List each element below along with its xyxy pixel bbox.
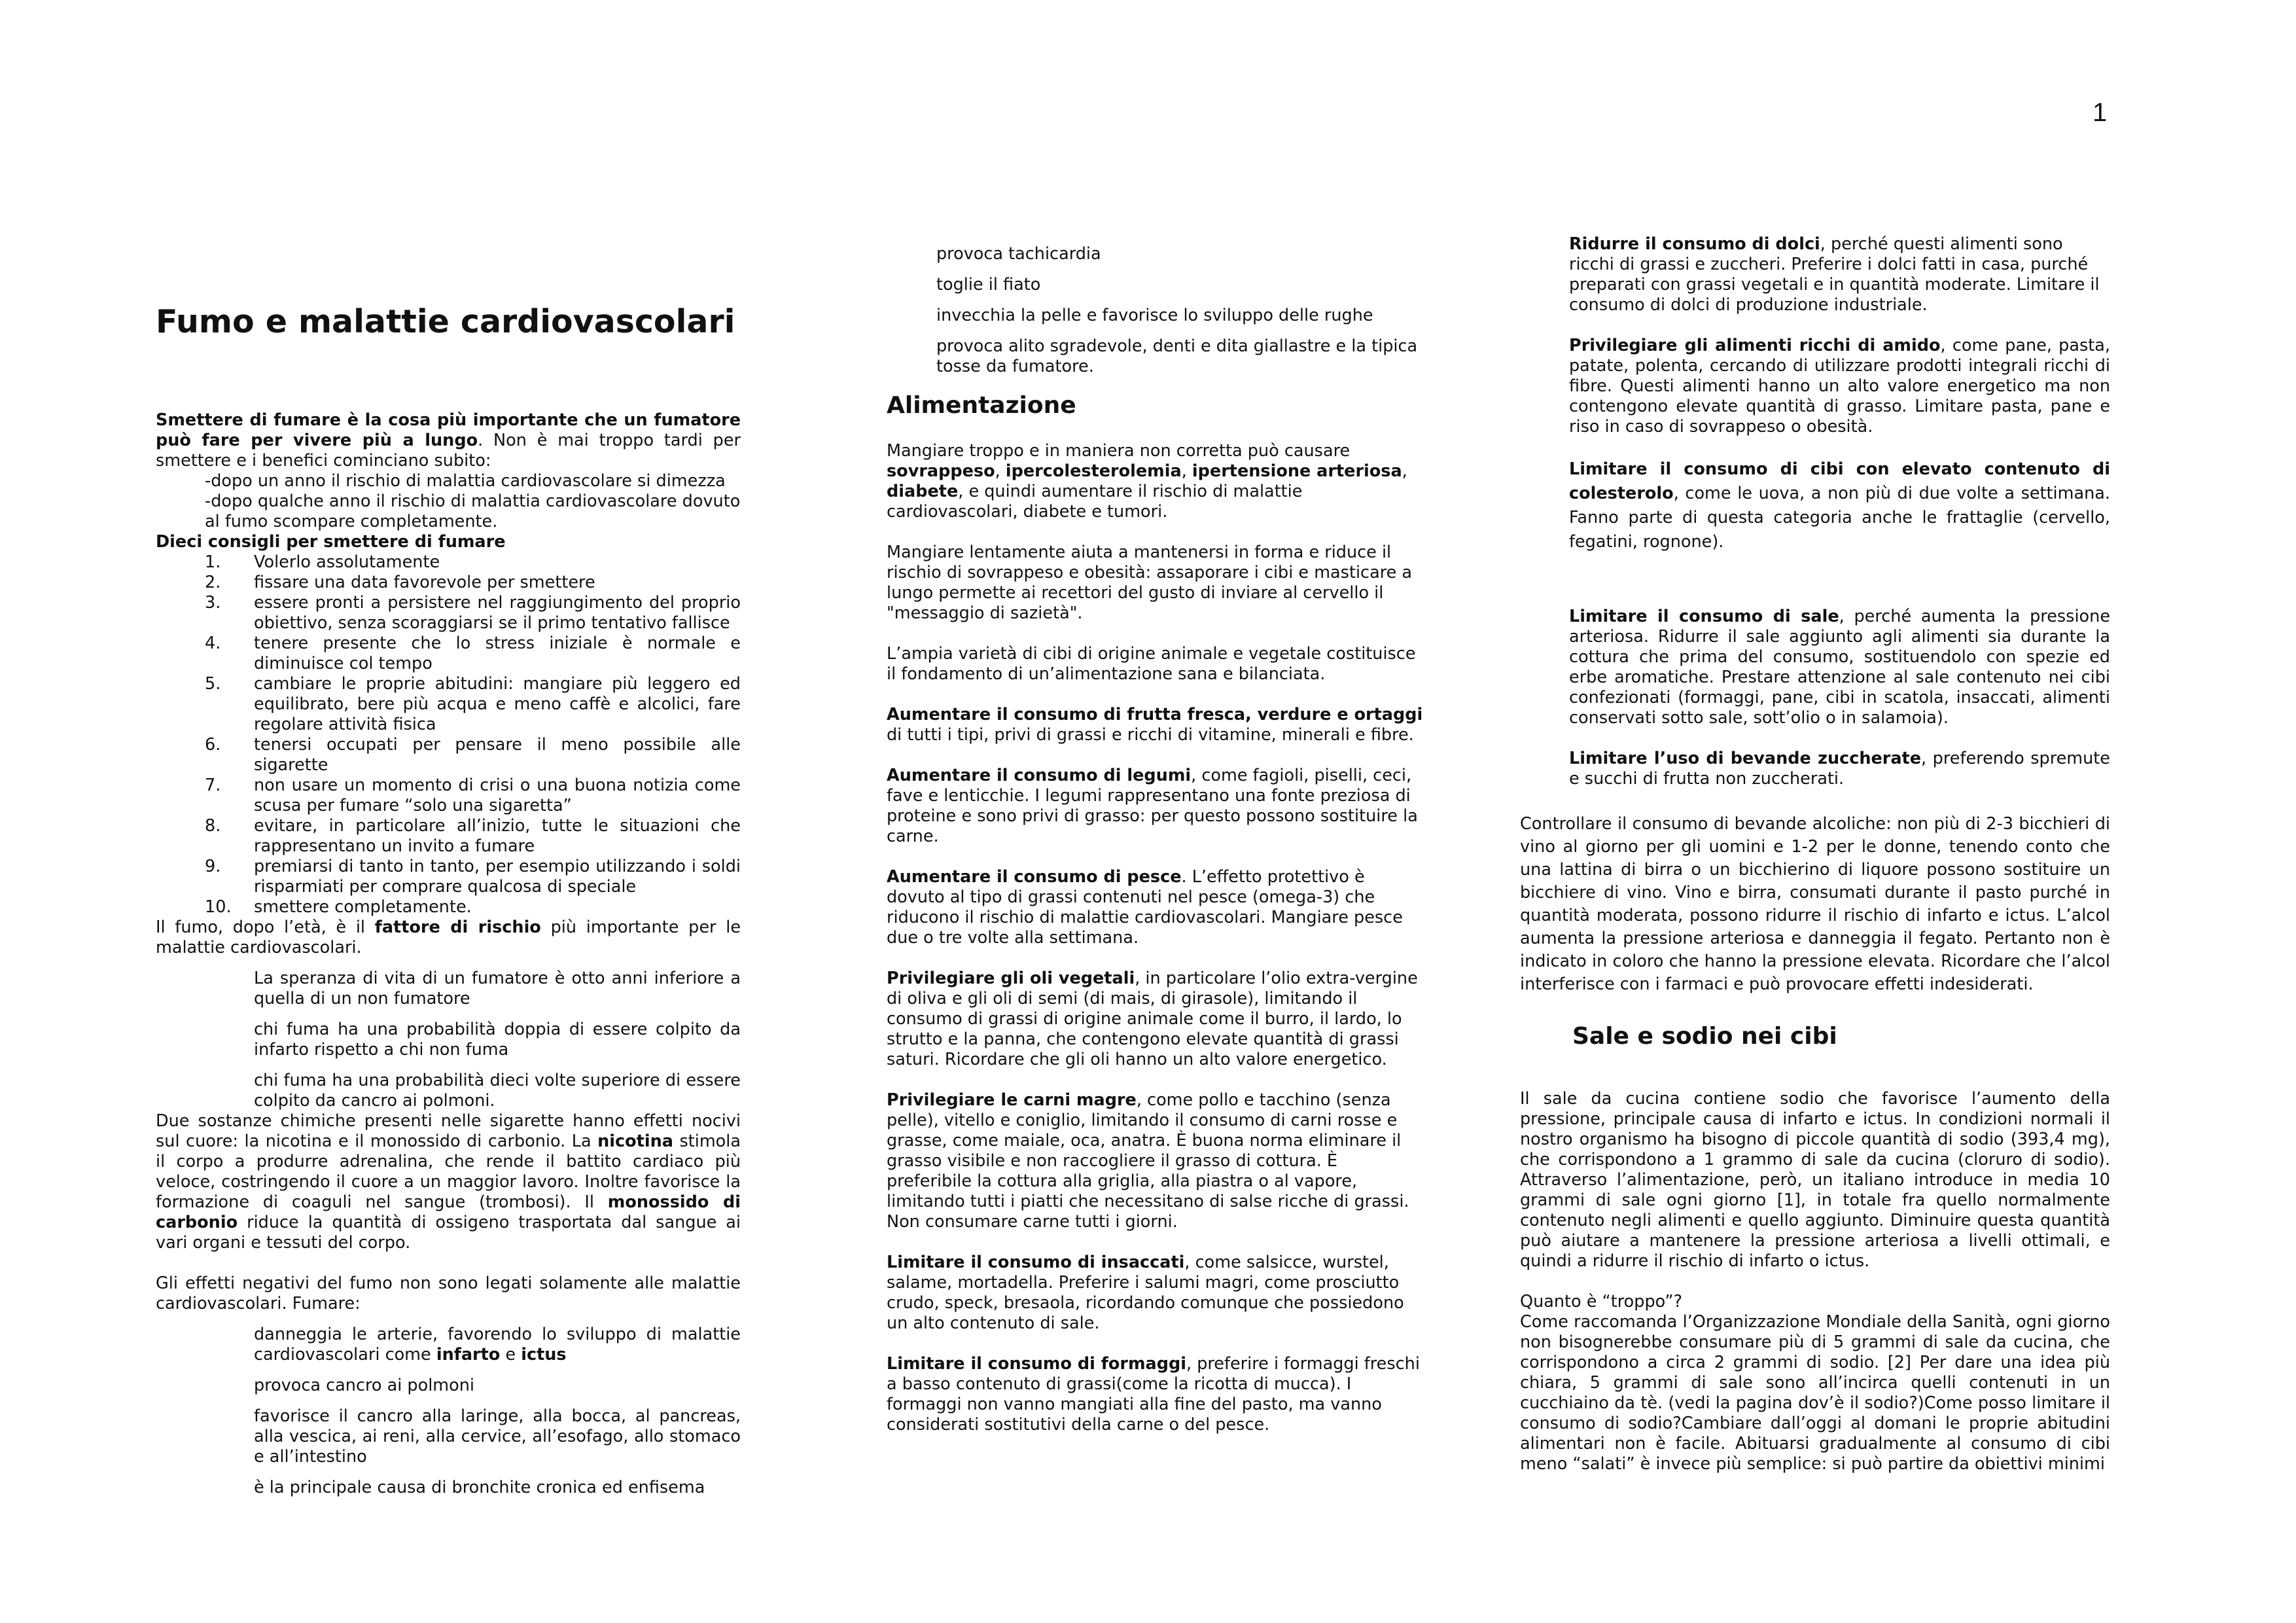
effect-1-infarto: infarto xyxy=(436,1345,501,1364)
list-item xyxy=(156,735,741,776)
effect-item: provoca tachicardia xyxy=(936,244,1101,264)
intro-rest: . Non è mai troppo tardi per smettere e i benefici cominciano subito: xyxy=(156,431,741,471)
nutrition-tip xyxy=(887,969,1425,1070)
list-text: tenere presente che lo stress iniziale è normale e diminuisce col tempo xyxy=(254,633,741,673)
list-number: 8. xyxy=(205,816,221,836)
term-ipertensione: ipertensione arteriosa xyxy=(1192,461,1402,481)
tip-title: Aumentare il consumo di legumi xyxy=(887,766,1192,785)
term-diabete: diabete xyxy=(887,482,959,501)
risk-post: più importante per le malattie cardiovascolari. xyxy=(156,918,741,957)
nutrition-paragraph: L’ampia varietà di cibi di origine animale e vegetale costituisce il fondamento di un’alimentazione sana e bilanciata. xyxy=(887,644,1416,684)
tip-text: , perché questi alimenti sono ricchi di grassi e zuccheri. Preferire i dolci fatti in casa, purché preparati con grassi vegetali e in quantità moderate. Limitare il consumo di dolci di produzione industriale. xyxy=(1569,234,2100,315)
list-number: 9. xyxy=(205,857,221,876)
tip-text: , come salsicce, wurstel, salame, mortadella. Preferire i salumi magri, come prosciutto crudo, speck, bresaola, ricordando comunque che possiedono un alto contenuto di sale. xyxy=(887,1253,1404,1333)
tip-text: di tutti i tipi, privi di grassi e ricchi di vitamine, minerali e fibre. xyxy=(887,725,1414,745)
tip-title: Aumentare il consumo di pesce xyxy=(887,867,1182,887)
page-number: 1 xyxy=(2093,98,2108,127)
text-run: , e quindi aumentare il rischio di malattie cardiovascolari, diabete e tumori. xyxy=(887,482,1303,522)
list-item xyxy=(156,816,741,857)
effect-item: invecchia la pelle e favorisce lo sviluppo delle rughe xyxy=(936,306,1373,325)
nutrition-tip xyxy=(887,705,1425,745)
chem-text-3: riduce la quantità di ossigeno trasportata dal sangue ai vari organi e tessuti del corpo. xyxy=(156,1213,741,1253)
text-run: , xyxy=(1402,461,1407,481)
list-item xyxy=(156,552,741,573)
page-title: Fumo e malattie cardiovascolari xyxy=(156,303,735,340)
tip-text: , come le uova, a non più di due volte a settimana. Fanno parte di questa categoria anche le frattaglie (cervello, fegatini, rognone). xyxy=(1569,484,2110,552)
tip-title: Privilegiare gli oli vegetali xyxy=(887,969,1135,988)
chem-monossido: monossido di carbonio xyxy=(156,1192,741,1232)
nutrition-tip xyxy=(1569,749,2110,789)
column-smoking xyxy=(156,302,741,1508)
text-run: , xyxy=(1181,461,1192,481)
salt-paragraph: Il sale da cucina contiene sodio che favorisce l’aumento della pressione, principale causa di infarto e ictus. In condizioni normali il nostro organismo ha bisogno di piccole quantità di sodio (393,4 mg), che corrispondono a 1 grammo di sale da cucina (cloruro di sodio). Attraverso l’alimentazione, però, un italiano introduce in media 10 grammi di sale ogni giorno [1], in totale fra quello normalmente contenuto negli alimenti e quello aggiunto. Diminuire questa quantità può aiutare a mantenere la pressione arteriosa a livelli ottimali, e quindi a ridurre il rischio di infarto o ictus. xyxy=(1520,1089,2110,1271)
tip-title: Limitare l’uso di bevande zuccherate xyxy=(1569,749,1922,768)
risk-pre: Il fumo, dopo l’età, è il xyxy=(156,918,375,937)
list-number: 1. xyxy=(205,552,221,572)
chemicals-paragraph xyxy=(156,1111,741,1253)
list-number: 4. xyxy=(205,633,221,653)
column-salt xyxy=(1520,234,2110,1474)
nutrition-tip xyxy=(1569,457,2110,554)
section-title-sale: Sale e sodio nei cibi xyxy=(1572,1023,1837,1050)
benefit-item: -dopo un anno il rischio di malattia cardiovascolare si dimezza xyxy=(205,471,726,491)
tip-text: , preferendo spremute e succhi di frutta non zuccherati. xyxy=(1569,749,2110,789)
fact-item: chi fuma ha una probabilità dieci volte superiore di essere colpito da cancro ai polmoni. xyxy=(254,1071,741,1111)
list-item xyxy=(156,674,741,735)
tips-heading: Dieci consigli per smettere di fumare xyxy=(156,532,506,552)
fact-item: chi fuma ha una probabilità doppia di essere colpito da infarto rispetto a chi non fuma xyxy=(254,1020,741,1060)
text-run: Mangiare troppo e in maniera non corretta può causare xyxy=(887,441,1351,461)
list-item xyxy=(156,776,741,816)
list-text: tenersi occupati per pensare il meno possibile alle sigarette xyxy=(254,735,741,775)
list-item xyxy=(156,857,741,897)
tip-text: , come fagioli, piselli, ceci, fave e lenticchie. I legumi rappresentano una fonte preziosa di proteine e sono privi di grasso: per questo possono sostituire la carne. xyxy=(887,766,1418,846)
facts-block xyxy=(156,969,741,1111)
tip-text: , come pane, pasta, patate, polenta, cercando di utilizzare prodotti integrali ricchi di fibre. Questi alimenti hanno un alto valore energetico ma non contengono elevate quantità di grasso. Limitare pasta, pane e riso in caso di sovrappeso o obesità. xyxy=(1569,336,2111,437)
alcohol-paragraph: Controllare il consumo di bevande alcoliche: non più di 2-3 bicchieri di vino al giorno per gli uomini e 1-2 per le donne, tenendo conto che una lattina di birra o un bicchierino di liquore possono sostituire un bicchiere di vino. Vino e birra, consumati durante il pasto purché in quantità moderata, possono ridurre il rischio di infarto e ictus. L’alcol aumenta la pressione arteriosa e danneggia il fegato. Pertanto non è indicato in coloro che hanno la pressione elevata. Ricordare che l’alcol interferisce con i farmaci e può provocare effetti indesiderati. xyxy=(1520,814,2110,994)
list-text: cambiare le proprie abitudini: mangiare più leggero ed equilibrato, bere più acqua e meno caffè e alcolici, fare regolare attività fisica xyxy=(254,674,741,734)
nutrition-tip xyxy=(1569,234,2110,315)
tip-title: Ridurre il consumo di dolci xyxy=(1569,234,1820,254)
nutrition-paragraph xyxy=(887,441,1425,522)
tip-text: , preferire i formaggi freschi a basso contenuto di grassi(come la ricotta di mucca). I formaggi non vanno mangiati alla fine del pasto, ma vanno considerati sostitutivi della carne o del pesce. xyxy=(887,1354,1420,1435)
risk-paragraph xyxy=(156,918,741,958)
tip-text: , come pollo e tacchino (senza pelle), vitello e coniglio, limitando il consumo di carni rosse e grasse, come maiale, oca, anatra. È buona norma eliminare il grasso visibile e non raccogliere il grasso di cottura. È preferibile la cottura alla griglia, alla piastra o al vapore, limitando tutti i piatti che necessitano di salse ricche di grassi. Non consumare carne tutti i giorni. xyxy=(887,1090,1409,1232)
term-ipercolesterolemia: ipercolesterolemia xyxy=(1005,461,1182,481)
effect-1-pre: danneggia le arterie, favorendo lo sviluppo di malattie cardiovascolari come xyxy=(254,1325,741,1364)
tip-title: Privilegiare le carni magre xyxy=(887,1090,1137,1110)
tip-text: . L’effetto protettivo è dovuto al tipo di grassi contenuti nel pesce (omega-3) che riducono il rischio di malattie cardiovascolari. Mangiare pesce due o tre volte alla settimana. xyxy=(887,867,1403,948)
salt-paragraph: Come raccomanda l’Organizzazione Mondiale della Sanità, ogni giorno non bisognerebbe consumare più di 5 grammi di sale da cucina, che corrispondono a circa 2 grammi di sodio. [2] Per dare una idea più chiara, 5 grammi di sale sono all’incirca quelli contenuti in un cucchiaino da tè. (vedi la pagina dov’è il sodio?)Come posso limitare il consumo di sodio?Cambiare dall’oggi al domani le proprie abitudini alimentari non è facile. Abituarsi gradualmente al consumo di cibi meno “salati” è invece più semplice: si può partire da obiettivi minimi xyxy=(1520,1312,2110,1474)
list-text: essere pronti a persistere nel raggiungimento del proprio obiettivo, senza scoraggiarsi se il primo tentativo fallisce xyxy=(254,593,741,633)
list-text: premiarsi di tanto in tanto, per esempio utilizzando i soldi risparmiati per comprare qualcosa di speciale xyxy=(254,857,741,897)
effect-item: toglie il fiato xyxy=(936,275,1041,294)
effect-item: è la principale causa di bronchite cronica ed enfisema xyxy=(254,1478,705,1497)
effect-1-ictus: ictus xyxy=(521,1345,567,1364)
chem-text-2: stimola il corpo a produrre adrenalina, che rende il battito cardiaco più veloce, costringendo il cuore a un maggior lavoro. Inoltre favorisce la formazione di coaguli nel sangue (trombosi). Il xyxy=(156,1132,741,1212)
effects-intro: Gli effetti negativi del fumo non sono legati solamente alle malattie cardiovascolari. Fumare: xyxy=(156,1274,741,1313)
nutrition-tip xyxy=(1569,336,2110,437)
intro-bold: Smettere di fumare è la cosa più importante che un fumatore può fare per vivere più a lungo xyxy=(156,410,741,450)
text-run: , xyxy=(995,461,1006,481)
effect-item: provoca alito sgradevole, denti e dita giallastre e la tipica tosse da fumatore. xyxy=(936,336,1418,376)
effects-block xyxy=(156,1325,741,1498)
tip-title: Privilegiare gli alimenti ricchi di amido xyxy=(1569,336,1941,355)
list-text: evitare, in particolare all’inizio, tutte le situazioni che rappresentano un invito a fumare xyxy=(254,816,741,856)
tip-title: Limitare il consumo di insaccati xyxy=(887,1253,1185,1272)
term-sovrappeso: sovrappeso xyxy=(887,461,995,481)
tips-continued xyxy=(1520,234,2110,789)
list-number: 10. xyxy=(205,897,232,917)
tip-title: Limitare il consumo di formaggi xyxy=(887,1354,1186,1374)
effect-1-mid: e xyxy=(500,1345,521,1364)
list-number: 5. xyxy=(205,674,221,694)
section-title-alimentazione: Alimentazione xyxy=(887,392,1076,419)
list-number: 3. xyxy=(205,593,221,613)
list-item xyxy=(156,573,741,593)
list-number: 7. xyxy=(205,776,221,795)
nutrition-tip xyxy=(887,766,1425,847)
effects-continued xyxy=(887,244,1425,377)
salt-question: Quanto è “troppo”? xyxy=(1520,1292,1683,1311)
list-text: fissare una data favorevole per smettere xyxy=(254,573,595,592)
nutrition-tip xyxy=(887,1354,1425,1435)
tip-title: Aumentare il consumo di frutta fresca, verdure e ortaggi xyxy=(887,705,1423,724)
column-nutrition xyxy=(887,244,1425,1435)
benefit-item: -dopo qualche anno il rischio di malattia cardiovascolare dovuto al fumo scompare completamente. xyxy=(205,491,741,531)
fact-item: La speranza di vita di un fumatore è otto anni inferiore a quella di un non fumatore xyxy=(254,969,741,1008)
effect-item: provoca cancro ai polmoni xyxy=(254,1376,474,1395)
list-number: 6. xyxy=(205,735,221,755)
tip-text: , in particolare l’olio extra-vergine di oliva e gli oli di semi (di mais, di girasole), limitando il consumo di grassi di origine animale come il burro, il lardo, lo strutto e la panna, che contengono elevate quantità di grassi saturi. Ricordare che gli oli hanno un alto valore energetico. xyxy=(887,969,1418,1069)
tip-title: Limitare il consumo di cibi con elevato contenuto di colesterolo xyxy=(1569,459,2110,503)
nutrition-paragraph: Mangiare lentamente aiuta a mantenersi in forma e riduce il rischio di sovrappeso e obesità: assaporare i cibi e masticare a lungo permette ai recettori del gusto di inviare al cervello il "messaggio di sazietà". xyxy=(887,543,1413,623)
list-text: smettere completamente. xyxy=(254,897,472,917)
effect-item: favorisce il cancro alla laringe, alla bocca, al pancreas, alla vescica, ai reni, alla cervice, all’esofago, allo stomaco e all’intestino xyxy=(254,1406,741,1467)
nutrition-tip xyxy=(887,1090,1425,1232)
list-text: Volerlo assolutamente xyxy=(254,552,440,572)
quit-tips-list xyxy=(156,552,741,918)
nutrition-tip xyxy=(887,867,1425,948)
chem-nicotina: nicotina xyxy=(597,1132,673,1151)
tip-title: Limitare il consumo di sale xyxy=(1569,607,1839,626)
nutrition-tip xyxy=(1569,607,2110,728)
chem-text-1: Due sostanze chimiche presenti nelle sigarette hanno effetti nocivi sul cuore: la nicotina e il monossido di carbonio. La xyxy=(156,1111,741,1151)
nutrition-tip xyxy=(887,1253,1425,1334)
effect-item xyxy=(254,1325,741,1365)
list-number: 2. xyxy=(205,573,221,592)
list-item xyxy=(156,897,741,918)
list-text: non usare un momento di crisi o una buona notizia come scusa per fumare “solo una sigaretta” xyxy=(254,776,741,815)
tip-text: , perché aumenta la pressione arteriosa. Ridurre il sale aggiunto agli alimenti sia durante la cottura che prima del consumo, sostituendolo con spezie ed erbe aromatiche. Prestare attenzione al sale contenuto nei cibi confezionati (formaggi, pane, cibi in scatola, insaccati, alimenti conservati sotto sale, sott’olio o in salamoia). xyxy=(1569,607,2111,728)
list-item xyxy=(156,593,741,633)
risk-bold: fattore di rischio xyxy=(374,918,541,937)
list-item xyxy=(156,633,741,674)
intro-paragraph xyxy=(156,410,741,471)
